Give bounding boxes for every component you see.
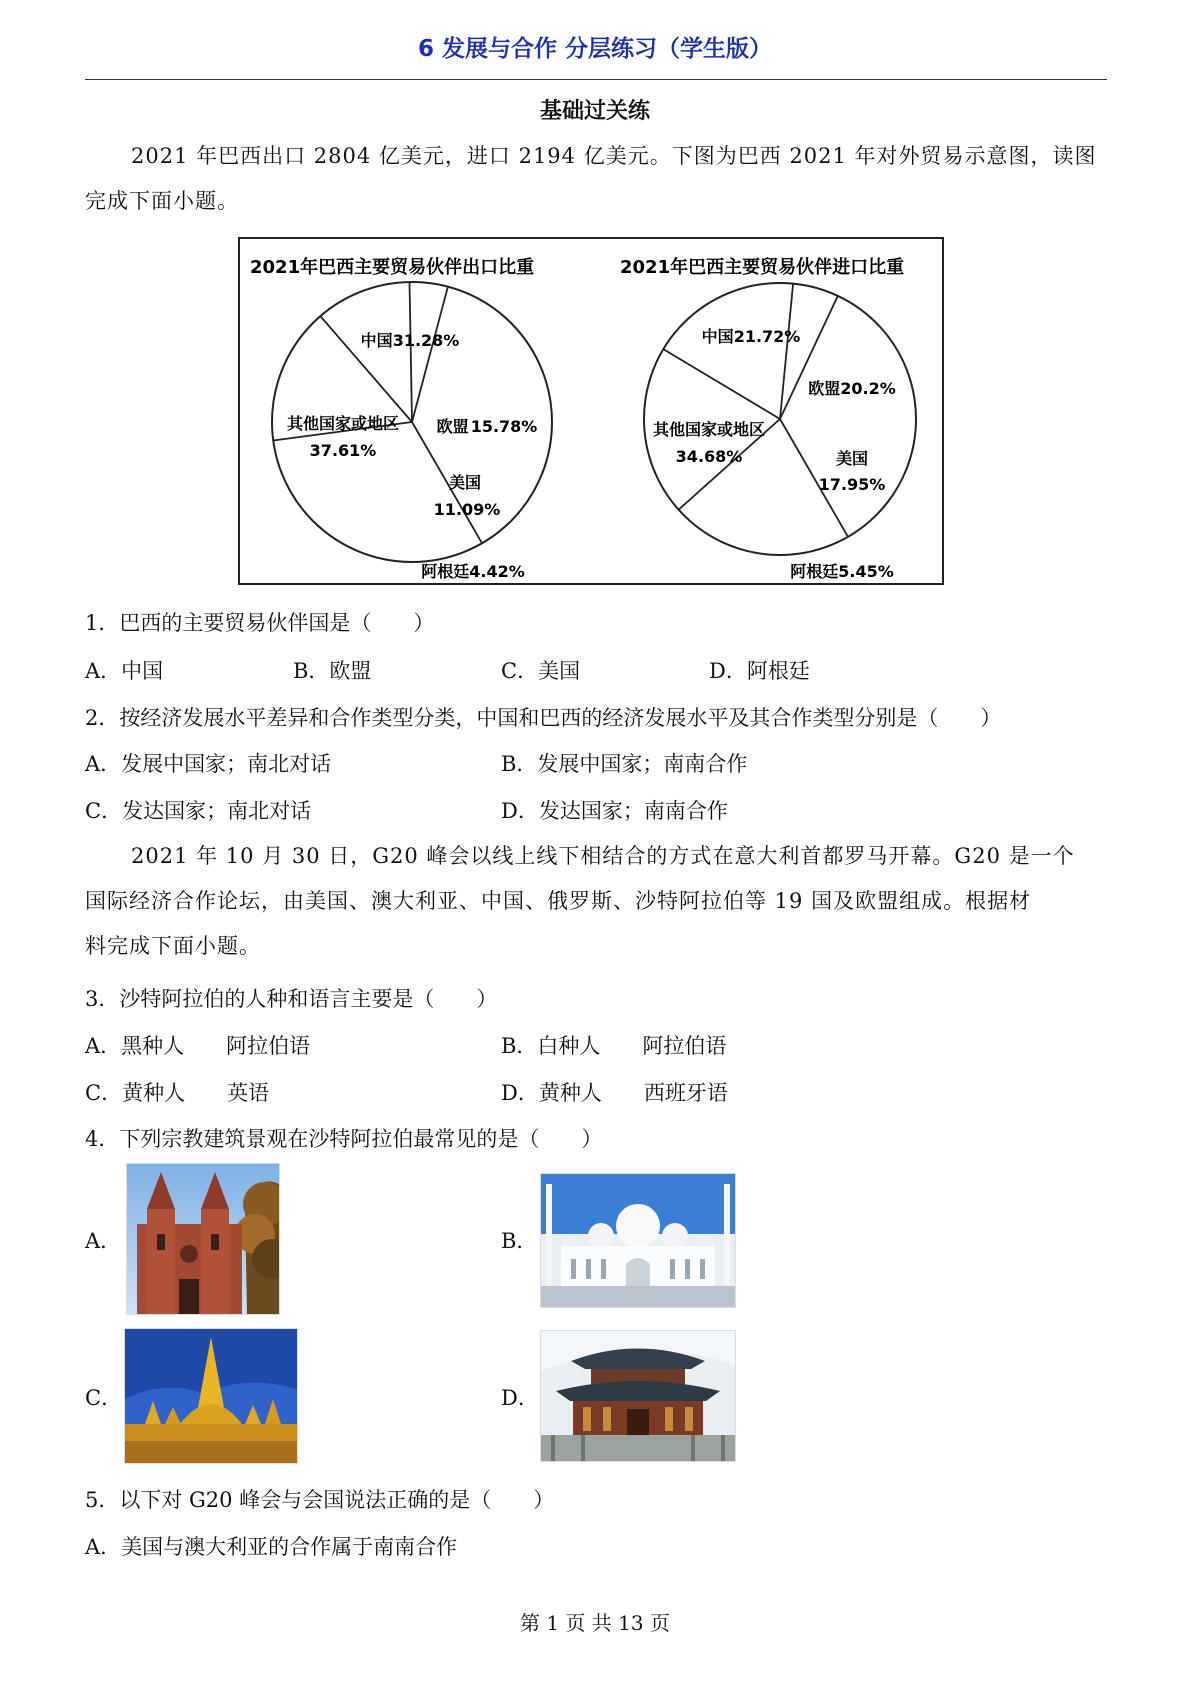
import-pie-slice-others xyxy=(780,296,838,419)
export-label-eu: 欧盟 15.78% xyxy=(436,417,538,436)
import-label-usa-name: 美国 xyxy=(835,449,869,468)
header-divider xyxy=(85,79,1107,80)
temple-illustration xyxy=(541,1331,735,1461)
question-3-option-c[interactable]: C．黄种人 英语 xyxy=(85,1081,270,1105)
import-label-argentina: 阿根廷5.45% xyxy=(790,562,894,581)
question-4-option-c[interactable]: C． xyxy=(85,1386,123,1410)
question-2-option-d[interactable]: D．发达国家；南南合作 xyxy=(501,799,728,823)
question-5-stem: 5．以下对 G20 峰会与会国说法正确的是（ ） xyxy=(85,1488,555,1512)
import-label-china: 中国21.72% xyxy=(701,327,801,346)
question-3-option-d[interactable]: D．黄种人 西班牙语 xyxy=(501,1081,728,1105)
question-3-option-b[interactable]: B．白种人 阿拉伯语 xyxy=(501,1034,727,1058)
passage-1 xyxy=(85,134,1107,224)
option-a-church-photo[interactable] xyxy=(126,1163,280,1315)
question-4-stem: 4．下列宗教建筑景观在沙特阿拉伯最常见的是（ ） xyxy=(85,1127,603,1151)
question-4-option-a[interactable]: A． xyxy=(85,1229,122,1253)
question-3-option-a[interactable]: A．黑种人 阿拉伯语 xyxy=(85,1034,311,1058)
question-2-stem: 2．按经济发展水平差异和合作类型分类，中国和巴西的经济发展水平及其合作类型分别是（ ） xyxy=(85,706,1002,730)
passage-1-line-2: 完成下面小题。 xyxy=(85,189,239,213)
mosque-illustration xyxy=(541,1174,735,1307)
church-illustration xyxy=(127,1164,279,1314)
export-pie-slice-others xyxy=(412,287,448,422)
section-title: 基础过关练 xyxy=(539,99,650,124)
export-label-china: 中国31.28% xyxy=(360,331,460,350)
export-pie-slice-argentina xyxy=(410,282,413,422)
question-2-option-c[interactable]: C．发达国家；南北对话 xyxy=(85,799,312,823)
export-chart-title: 2021年巴西主要贸易伙伴出口比重 xyxy=(250,257,535,278)
import-label-others-value: 34.68% xyxy=(675,447,743,466)
export-label-usa-value: 11.09% xyxy=(433,500,501,519)
page-footer: 第 1 页 共 13 页 xyxy=(520,1611,670,1635)
question-2-option-b[interactable]: B．发展中国家；南南合作 xyxy=(501,752,748,776)
question-1-stem: 1．巴西的主要贸易伙伴国是（ ） xyxy=(85,611,435,635)
import-label-others-name: 其他国家或地区 xyxy=(652,420,766,439)
passage-2-line-3: 料完成下面小题。 xyxy=(85,934,261,958)
question-1-option-a[interactable]: A．中国 xyxy=(85,659,164,683)
passage-2-line-1: 2021 年 10 月 30 日，G20 峰会以线上线下相结合的方式在意大利首都罗马开幕。G20 是一个 xyxy=(131,844,1075,868)
pagoda-illustration xyxy=(125,1329,297,1463)
import-chart-title: 2021年巴西主要贸易伙伴进口比重 xyxy=(620,257,905,278)
option-c-pagoda-photo[interactable] xyxy=(124,1328,298,1464)
question-2-option-a[interactable]: A．发展中国家；南北对话 xyxy=(85,752,332,776)
import-label-eu: 欧盟20.2% xyxy=(808,379,896,398)
passage-1-line-1: 2021 年巴西出口 2804 亿美元，进口 2194 亿美元。下图为巴西 2021 年对外贸易示意图，读图 xyxy=(131,144,1097,168)
export-label-usa-name: 美国 xyxy=(448,473,482,492)
question-1-option-c[interactable]: C．美国 xyxy=(501,659,581,683)
question-1-option-b[interactable]: B．欧盟 xyxy=(293,659,372,683)
option-d-temple-photo[interactable] xyxy=(540,1330,736,1462)
trade-pie-charts-figure xyxy=(238,237,944,585)
pie-charts-svg xyxy=(240,239,942,583)
import-pie-slice-argentina xyxy=(780,284,793,419)
export-label-argentina: 阿根廷4.42% xyxy=(421,562,525,581)
question-5-option-a[interactable]: A．美国与澳大利亚的合作属于南南合作 xyxy=(85,1535,458,1559)
import-pie xyxy=(644,283,916,555)
question-1-option-d[interactable]: D．阿根廷 xyxy=(709,659,810,683)
export-label-others-name: 其他国家或地区 xyxy=(286,414,400,433)
document-header-title: 6 发展与合作 分层练习（学生版） xyxy=(417,36,773,62)
passage-2-line-2: 国际经济合作论坛，由美国、澳大利亚、中国、俄罗斯、沙特阿拉伯等 19 国及欧盟组成。根据材 xyxy=(85,889,1032,913)
question-4-option-d[interactable]: D． xyxy=(501,1386,539,1410)
option-b-mosque-photo[interactable] xyxy=(540,1173,736,1308)
passage-2 xyxy=(85,834,1107,969)
export-label-others-value: 37.61% xyxy=(309,441,377,460)
question-3-stem: 3．沙特阿拉伯的人种和语言主要是（ ） xyxy=(85,987,498,1011)
import-label-usa-value: 17.95% xyxy=(818,475,886,494)
question-4-option-b[interactable]: B． xyxy=(501,1229,538,1253)
import-pie-slice-usa xyxy=(663,349,780,419)
